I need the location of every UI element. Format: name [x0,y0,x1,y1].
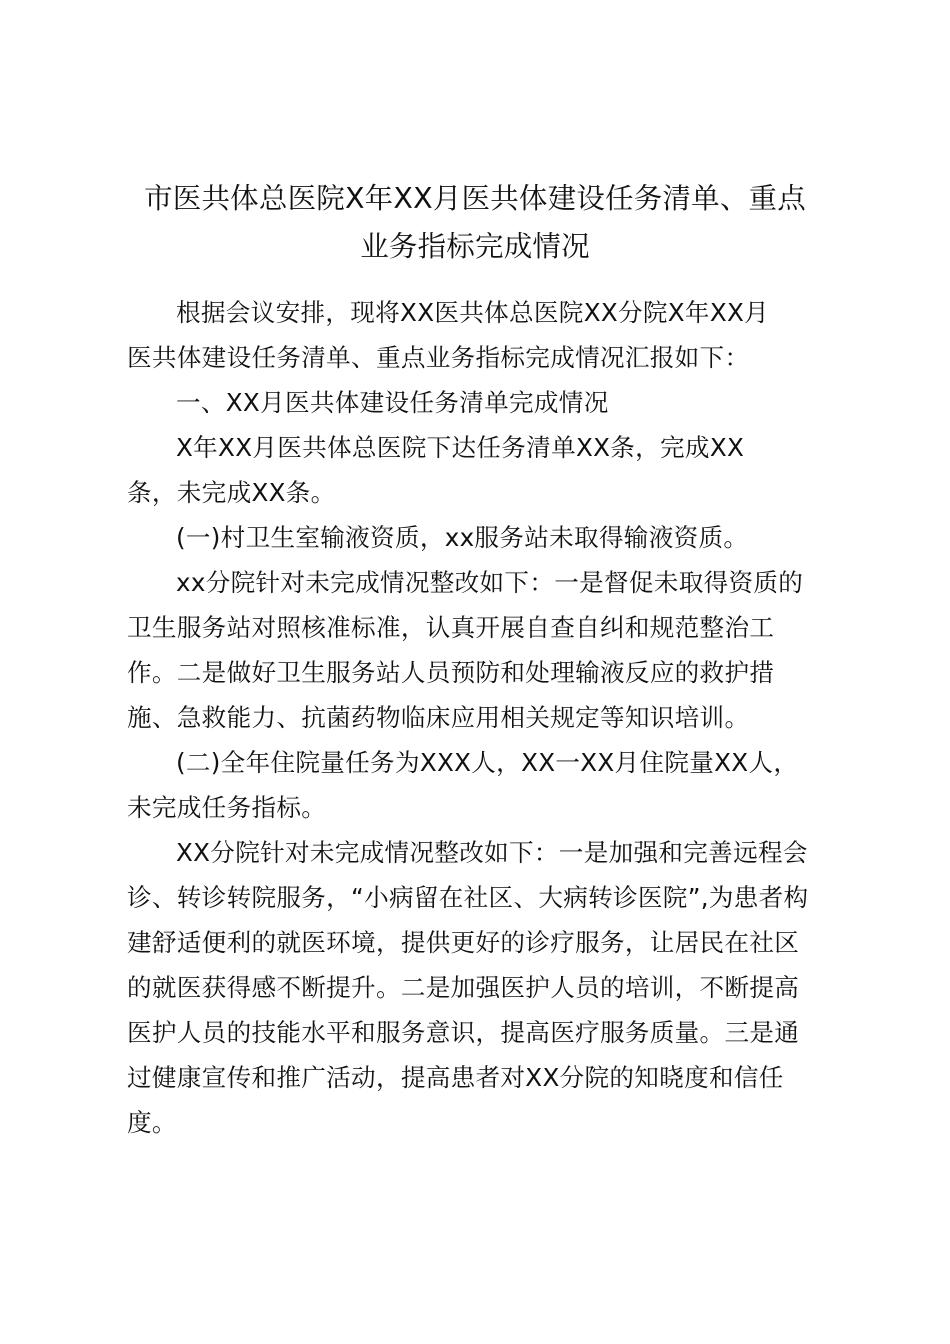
section-heading-1: 一、XX月医共体建设任务清单完成情况 [176,388,609,417]
item-1-rectification-line-2: 卫生服务站对照核准标准，认真开展自查自纠和规范整治工 [127,613,775,642]
item-2-rectification-line-1: XX分院针对未完成情况整改如下：一是加强和完善远程会 [176,838,808,867]
item-2-rectification-line-3: 建舒适便利的就医环境，提供更好的诊疗服务，让居民在社区 [127,928,800,957]
paragraph-summary-line-2: 条，未完成XX条。 [127,478,336,507]
item-1-rectification-line-4: 施、急救能力、抗菌药物临床应用相关规定等知识培训。 [127,703,750,732]
item-2-rectification-line-6: 过健康宣传和推广活动，提高患者对XX分院的知晓度和信任 [127,1063,784,1092]
paragraph-intro-line-1: 根据会议安排，现将XX医共体总医院XX分院X年XX月 [176,298,770,327]
item-1-rectification-line-3: 作。二是做好卫生服务站人员预防和处理输液反应的救护措 [127,658,775,687]
item-2-rectification-line-4: 的就医获得感不断提升。二是加强医护人员的培训，不断提高 [127,973,800,1002]
item-1-heading: (一)村卫生室输液资质，xx服务站未取得输液资质。 [176,523,749,552]
item-2-heading-line-2: 未完成任务指标。 [127,793,327,822]
paragraph-intro-line-2: 医共体建设任务清单、重点业务指标完成情况汇报如下： [127,343,750,372]
item-2-rectification-line-2: 诊、转诊转院服务，“小病留在社区、大病转诊医院”,为患者构 [127,883,809,912]
item-2-rectification-line-5: 医护人员的技能水平和服务意识，提高医疗服务质量。三是通 [127,1018,800,1047]
item-2-rectification-line-7: 度。 [127,1108,177,1137]
document-title-line-1: 市医共体总医院X年XX月医共体建设任务清单、重点 [144,182,806,215]
item-2-heading-line-1: (二)全年住院量任务为XXX人，XX一XX月住院量XX人， [176,748,799,777]
document-title-line-2: 业务指标完成情况 [360,230,590,263]
item-1-rectification-line-1: xx分院针对未完成情况整改如下：一是督促未取得资质的 [176,568,804,597]
paragraph-summary-line-1: X年XX月医共体总医院下达任务清单XX条，完成XX [176,433,745,462]
